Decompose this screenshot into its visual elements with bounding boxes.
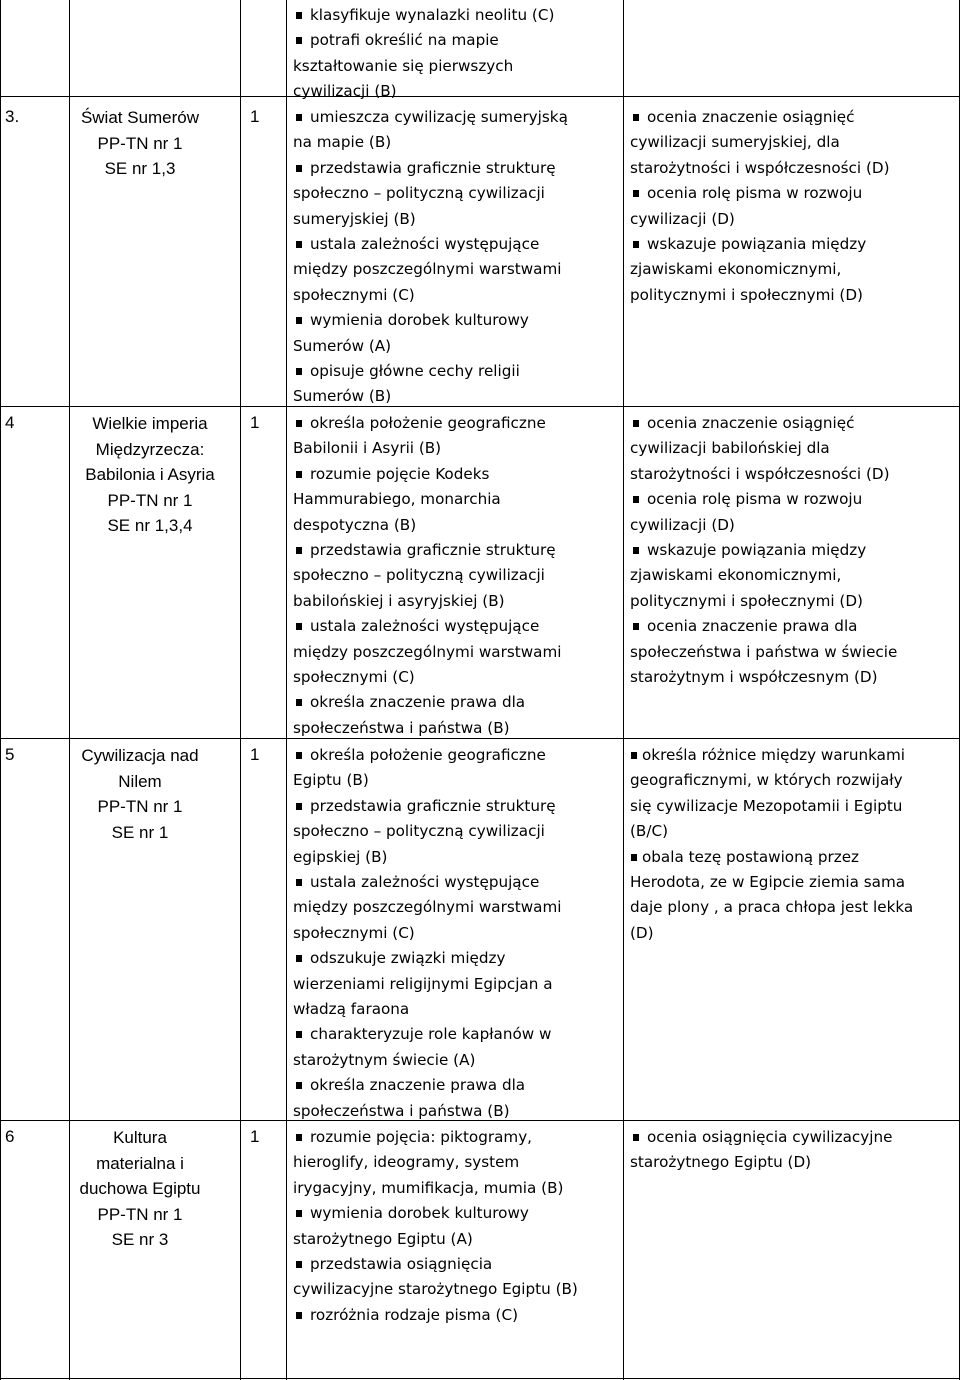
requirement-text: cywilizacyjne starożytnego Egiptu (B) [293,1280,578,1299]
lesson-topic [55,1125,225,1253]
table-border-bottom [0,1378,960,1379]
topic-line: Świat Sumerów [80,108,200,127]
requirement-item [293,308,568,359]
bullet-icon [296,1261,302,1268]
requirement-text: cywilizacji (D) [630,515,735,534]
requirement-item [630,1125,892,1176]
requirement-text: Hammurabiego, monarchia [293,490,501,509]
requirement-item [293,1252,578,1303]
bullet-icon [296,623,302,630]
requirement-text: określa położenie geograficzne [310,414,546,432]
requirement-text: przedstawia graficznie strukturę [310,541,556,560]
requirement-text: ocenia znaczenie osiągnięć [647,108,855,126]
topic-line: Międzyrzecza: [95,439,205,459]
requirement-text: politycznymi i społecznymi (D) [630,591,863,610]
requirement-item [293,1303,578,1328]
requirement-item [293,614,561,690]
requirement-text: odszukuje związki między [310,949,506,968]
requirement-text: starożytnym i współczesnym (D) [630,668,878,687]
column-divider [623,0,624,1380]
requirement-text: ustala zależności występujące [310,617,540,636]
requirement-text: między poszczególnymi warstwami [293,260,562,279]
requirement-text: sumeryjskiej (B) [293,209,416,228]
lesson-topic [55,743,225,845]
requirement-item [293,1201,578,1252]
bullet-icon [296,12,302,19]
topic-line: duchowa Egiptu [79,1179,201,1198]
topic-line: PP-TN nr 1 [107,490,193,510]
requirement-item [630,105,890,181]
requirement-text: geograficznymi, w których rozwijały [630,771,903,790]
requirement-text: starożytnego Egiptu (D) [630,1153,812,1172]
requirement-text: na mapie (B) [293,133,392,152]
topic-line: PP-TN nr 1 [97,1204,183,1224]
basic-requirements-list [293,743,561,1124]
requirement-text: cywilizacji (D) [630,209,735,228]
extended-requirements-list [630,105,890,308]
requirement-item [293,538,561,614]
bullet-icon [296,1210,302,1217]
requirement-text: ocenia rolę pisma w rozwoju [647,490,863,509]
requirement-text: (D) [630,923,654,942]
requirement-text: charakteryzuje role kapłanów w [310,1025,552,1044]
requirement-text: społecznymi (C) [293,285,415,304]
requirement-item [293,1073,561,1124]
hours-count: 1 [250,107,260,126]
bullet-icon [633,1134,639,1141]
requirement-item [293,105,568,156]
requirement-text: ustala zależności występujące [310,873,540,892]
requirement-item [630,743,913,845]
requirement-item [293,411,561,462]
requirement-text: starożytnego Egiptu (A) [293,1229,473,1248]
requirement-text: umieszcza cywilizację sumeryjską [310,108,568,126]
bullet-icon [296,368,302,375]
hours-count: 1 [250,745,260,764]
extended-requirements-list [630,1125,892,1176]
requirement-item [630,411,897,487]
bullet-icon [296,241,302,248]
requirement-text: Herodota, ze w Egipcie ziemia sama [630,873,906,892]
requirement-text: hieroglify, ideogramy, system [293,1153,520,1172]
requirement-text: określa znaczenie prawa dla [310,693,526,712]
extended-requirements-list [630,411,897,690]
requirement-text: społecznymi (C) [293,923,415,942]
requirement-item [293,1125,578,1201]
requirement-text: ocenia rolę pisma w rozwoju [647,184,863,203]
requirement-item [630,845,913,947]
requirement-text: klasyfikuje wynalazki neolitu (C) [310,6,555,24]
requirement-text: despotyczna (B) [293,515,417,534]
bullet-icon [296,165,302,172]
requirement-text: opisuje główne cechy religii [310,362,520,381]
bullet-icon [631,854,637,861]
basic-requirements-list [293,1125,578,1328]
bullet-icon [633,496,639,503]
requirement-text: Egiptu (B) [293,771,369,790]
topic-line: Cywilizacja nad [81,746,199,765]
requirement-text: ocenia znaczenie prawa dla [647,617,858,636]
bullet-icon [633,420,639,427]
basic-requirements-list [293,411,561,741]
lesson-topic [55,105,225,182]
bullet-icon [296,752,302,759]
table-border-left [0,0,1,1380]
requirement-text: społecznymi (C) [293,668,415,687]
requirement-text: wskazuje powiązania między [647,235,867,254]
requirement-text: Sumerów (A) [293,336,392,355]
requirement-text: ocenia znaczenie osiągnięć [647,414,855,432]
requirement-text: kształtowanie się pierwszych [293,56,514,75]
bullet-icon [296,37,302,44]
requirement-text: wymienia dorobek kulturowy [310,311,529,330]
requirement-text: cywilizacji (B) [293,82,397,101]
column-divider [240,0,241,1380]
lesson-number: 6 [5,1127,15,1146]
lesson-number: 5 [5,745,15,764]
requirement-text: wymienia dorobek kulturowy [310,1204,529,1223]
requirement-item [630,181,890,232]
requirement-item [630,232,890,308]
requirement-text: zjawiskami ekonomicznymi, [630,566,842,585]
topic-line: Nilem [118,771,162,791]
bullet-icon [296,1082,302,1089]
hours-count: 1 [250,413,260,432]
requirement-item [630,487,897,538]
bullet-icon [296,1134,302,1141]
basic-requirements-list [293,105,568,410]
requirement-text: ocenia osiągnięcia cywilizacyjne [647,1128,893,1146]
requirement-text: społeczeństwa i państwa w świecie [630,642,898,661]
requirement-item [293,156,568,232]
requirement-text: cywilizacji sumeryjskiej, dla [630,133,840,152]
topic-line: materialna i [96,1153,184,1173]
requirement-item [293,946,561,1022]
requirement-item [293,359,568,410]
requirement-text: ustala zależności występujące [310,235,540,254]
requirement-text: politycznymi i społecznymi (D) [630,285,863,304]
bullet-icon [296,879,302,886]
requirement-text: rozróżnia rodzaje pisma (C) [310,1305,518,1324]
requirement-text: społeczno – polityczną cywilizacji [293,822,545,841]
column-divider [286,0,287,1380]
bullet-icon [296,471,302,478]
requirement-text: społeczeństwa i państwa (B) [293,1101,510,1120]
requirement-text: wierzeniami religijnymi Egipcjan a [293,974,553,993]
bullet-icon [296,699,302,706]
requirement-text: starożytności i współczesności (D) [630,464,890,483]
extended-requirements-list [630,743,913,946]
requirement-item [293,1022,561,1073]
requirement-text: określa znaczenie prawa dla [310,1076,526,1095]
requirement-text: irygacyjny, mumifikacja, mumia (B) [293,1178,564,1197]
requirement-text: rozumie pojęcia: piktogramy, [310,1128,533,1146]
requirement-item [293,232,568,308]
bullet-icon [296,955,302,962]
bullet-icon [631,752,637,759]
requirement-text: przedstawia graficznie strukturę [310,796,556,815]
requirement-text: rozumie pojęcie Kodeks [310,464,490,483]
topic-line: SE nr 1,3 [104,159,176,178]
requirement-text: społeczno – polityczną cywilizacji [293,566,545,585]
bullet-icon [633,241,639,248]
requirement-text: (B/C) [630,822,668,841]
bullet-icon [296,547,302,554]
requirement-text: przedstawia osiągnięcia [310,1255,493,1274]
bullet-icon [296,803,302,810]
requirement-text: starożytności i współczesności (D) [630,158,890,177]
requirement-item [293,28,554,104]
requirement-item [293,3,554,28]
lesson-number: 4 [5,413,15,432]
bullet-icon [296,1031,302,1038]
bullet-icon [296,114,302,121]
requirement-item [293,794,561,870]
topic-line: Wielkie imperia [92,414,208,433]
lesson-number: 3. [5,107,20,126]
requirement-text: między poszczególnymi warstwami [293,642,562,661]
bullet-icon [633,190,639,197]
requirement-text: wskazuje powiązania między [647,541,867,560]
requirement-item [630,614,897,690]
bullet-icon [296,1312,302,1319]
requirement-item [293,462,561,538]
lesson-topic [65,411,235,539]
requirement-text: starożytnym świecie (A) [293,1050,476,1069]
topic-line: SE nr 1,3,4 [107,516,193,535]
basic-requirements-list [293,3,554,105]
requirement-text: cywilizacji babilońskiej dla [630,439,830,458]
requirement-item [293,690,561,741]
requirement-text: przedstawia graficznie strukturę [310,158,556,177]
bullet-icon [633,623,639,630]
requirement-text: zjawiskami ekonomicznymi, [630,260,842,279]
requirement-text: społeczno – polityczną cywilizacji [293,184,545,203]
requirement-item [293,870,561,946]
bullet-icon [633,114,639,121]
requirement-text: obala tezę postawioną przez [642,847,860,866]
requirement-item [630,538,897,614]
bullet-icon [633,547,639,554]
requirement-text: określa różnice między warunkami [642,746,906,764]
bullet-icon [296,317,302,324]
requirement-text: babilońskiej i asyryjskiej (B) [293,591,505,610]
requirement-text: władzą faraona [293,1000,410,1019]
requirement-text: daje plony , a praca chłopa jest lekka [630,898,914,917]
requirement-text: się cywilizacje Mezopotamii i Egiptu [630,796,903,815]
requirement-text: egipskiej (B) [293,847,388,866]
topic-line: Kultura [113,1128,167,1147]
bullet-icon [296,420,302,427]
requirement-text: potrafi określić na mapie [310,31,499,50]
topic-line: Babilonia i Asyria [85,465,215,484]
topic-line: SE nr 3 [111,1230,169,1249]
requirement-text: społeczeństwa i państwa (B) [293,718,510,737]
requirement-text: określa położenie geograficzne [310,746,546,764]
topic-line: SE nr 1 [111,822,169,842]
requirement-item [293,743,561,794]
requirement-text: między poszczególnymi warstwami [293,898,562,917]
topic-line: PP-TN nr 1 [97,797,183,816]
hours-count: 1 [250,1127,260,1146]
requirement-text: Babilonii i Asyrii (B) [293,439,442,458]
requirement-text: Sumerów (B) [293,387,392,406]
topic-line: PP-TN nr 1 [97,133,183,153]
